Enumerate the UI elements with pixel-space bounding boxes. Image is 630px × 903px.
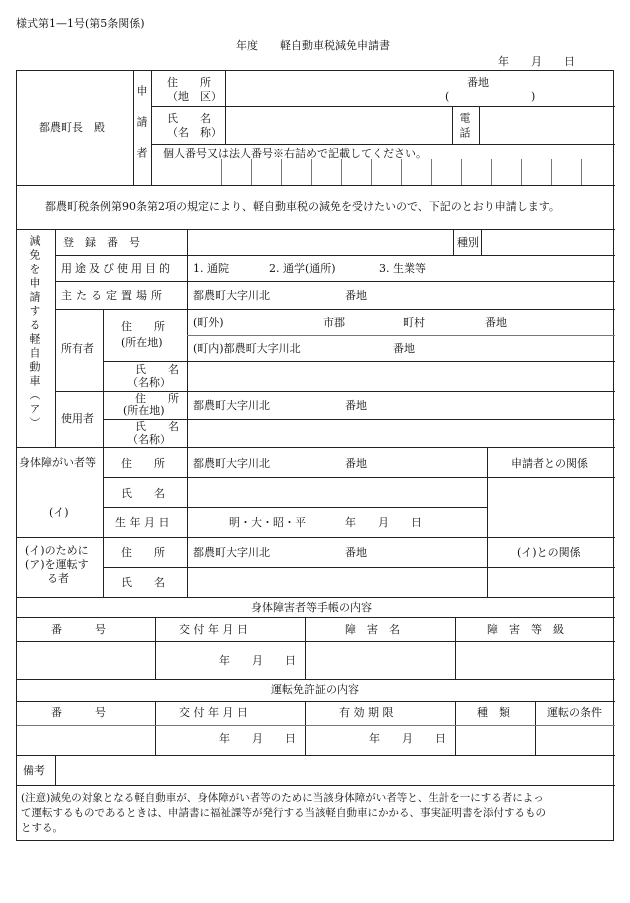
use-option-3: 3. 生業等 (379, 262, 426, 275)
city-gun-label: 市郡 (323, 316, 345, 329)
driver-label-line2: (ア)を運転す (25, 558, 89, 571)
license-kind-header: 種 類 (477, 706, 510, 719)
license-number-header: 番 号 (51, 706, 106, 719)
owner-location-label: (所在地) (121, 336, 163, 349)
owner-outside-town: (町外) (193, 316, 224, 329)
driver-name-label: 氏 名 (121, 576, 165, 589)
storage-banchi: 番地 (345, 289, 367, 302)
user-name-label: 氏 名 (135, 420, 179, 433)
license-issued-header: 交 付 年 月 日 (179, 706, 248, 719)
birthdate-ymd: 年 月 日 (345, 516, 422, 529)
name-label: 氏 名 (167, 112, 211, 125)
disabled-address-label: 住 所 (121, 457, 165, 470)
district-label: （地 区） (167, 90, 222, 103)
storage-place-label: 主たる定置場所 (61, 289, 166, 302)
license-issued-ymd: 年 月 日 (219, 732, 296, 745)
user-banchi: 番地 (345, 399, 367, 412)
addressee: 都農町長 殿 (39, 121, 105, 134)
form-title: 年度 軽自動車税減免申請書 (236, 39, 390, 52)
handbook-disability-header: 障 害 名 (345, 623, 400, 636)
remarks-label: 備考 (23, 764, 45, 777)
relation-to-disabled-label: (イ)との関係 (517, 546, 581, 559)
owner-inside-banchi: 番地 (393, 342, 415, 355)
applicant-label: 申請者 (135, 85, 148, 178)
era-options: 明・大・昭・平 (229, 516, 306, 529)
owner-outside-banchi: 番地 (485, 316, 507, 329)
kind-label: 種別 (457, 236, 479, 249)
note-line-3: とする。 (21, 822, 63, 834)
license-valid-ymd: 年 月 日 (369, 732, 446, 745)
handbook-grade-header: 障 害 等 級 (487, 623, 564, 636)
storage-place-value: 都農町大字川北 (193, 289, 270, 302)
phone-label: 電話 (458, 112, 471, 142)
owner-address-label: 住 所 (121, 320, 165, 333)
driver-address-label: 住 所 (121, 546, 165, 559)
owner-name-label: 氏 名 (135, 363, 179, 376)
address-label: 住 所 (167, 76, 211, 89)
license-condition-header: 運転の条件 (547, 706, 602, 719)
handbook-issued-header: 交 付 年 月 日 (179, 623, 248, 636)
license-valid-header: 有 効 期 限 (339, 706, 394, 719)
user-address-label: 住 所 (135, 392, 179, 405)
user-company-label: （名称） (127, 433, 171, 446)
driver-address-value: 都農町大字川北 (193, 546, 270, 559)
birthdate-label: 生 年 月 日 (115, 516, 170, 529)
disabled-name-label: 氏 名 (121, 487, 165, 500)
handbook-issued-ymd: 年 月 日 (219, 654, 296, 667)
paren-open: ( (445, 90, 450, 103)
relation-to-applicant-label: 申請者との関係 (511, 457, 588, 470)
handbook-title: 身体障害者等手帳の内容 (251, 601, 372, 614)
company-label: （名 称） (167, 126, 222, 139)
user-location-label: (所在地) (123, 404, 165, 417)
owner-company-label: （名称） (127, 376, 171, 389)
vehicle-side-label: 減免を申請する軽自動車（ア） (28, 235, 41, 431)
town-village-label: 町村 (403, 316, 425, 329)
disabled-sub-label: (イ) (49, 506, 69, 519)
note-line-2: て運転するものであるときは、申請書に福祉課等が発行する当該軽自動車にかかる、事実証明書を添付するもの (21, 807, 546, 819)
number-note: 個人番号又は法人番号※右詰めで記載してください。 (163, 147, 427, 160)
statement-text: 都農町税条例第90条第2項の規定により、軽自動車税の減免を受けたいので、下記のとおり申請します。 (45, 200, 560, 213)
use-purpose-label: 用途及び使用目的 (61, 262, 173, 275)
reg-number-label: 登 録 番 号 (63, 236, 140, 249)
disabled-address-value: 都農町大字川北 (193, 457, 270, 470)
disabled-banchi: 番地 (345, 457, 367, 470)
owner-label: 所有者 (61, 342, 94, 355)
note-line-1: (注意)減免の対象となる軽自動車が、身体障がい者等のために当該身体障がい者等と、生計を一にする者によっ (21, 792, 544, 804)
form-number: 様式第1—1号(第5条関係) (16, 17, 145, 30)
handbook-number-header: 番 号 (51, 623, 106, 636)
user-label: 使用者 (61, 412, 94, 425)
license-title: 運転免許証の内容 (271, 683, 359, 696)
owner-inside-town: (町内)都農町大字川北 (193, 342, 301, 355)
driver-banchi: 番地 (345, 546, 367, 559)
user-address-value: 都農町大字川北 (193, 399, 270, 412)
use-option-2: 2. 通学(通所) (269, 262, 336, 275)
driver-label-line1: (イ)のために (25, 544, 89, 557)
use-option-1: 1. 通院 (193, 262, 229, 275)
driver-label-line3: る者 (47, 572, 69, 585)
paren-close: ) (531, 90, 536, 103)
application-date: 年 月 日 (498, 55, 575, 68)
banchi-label: 番地 (467, 76, 489, 89)
application-form (16, 70, 614, 841)
disabled-label: 身体障がい者等 (19, 456, 96, 469)
